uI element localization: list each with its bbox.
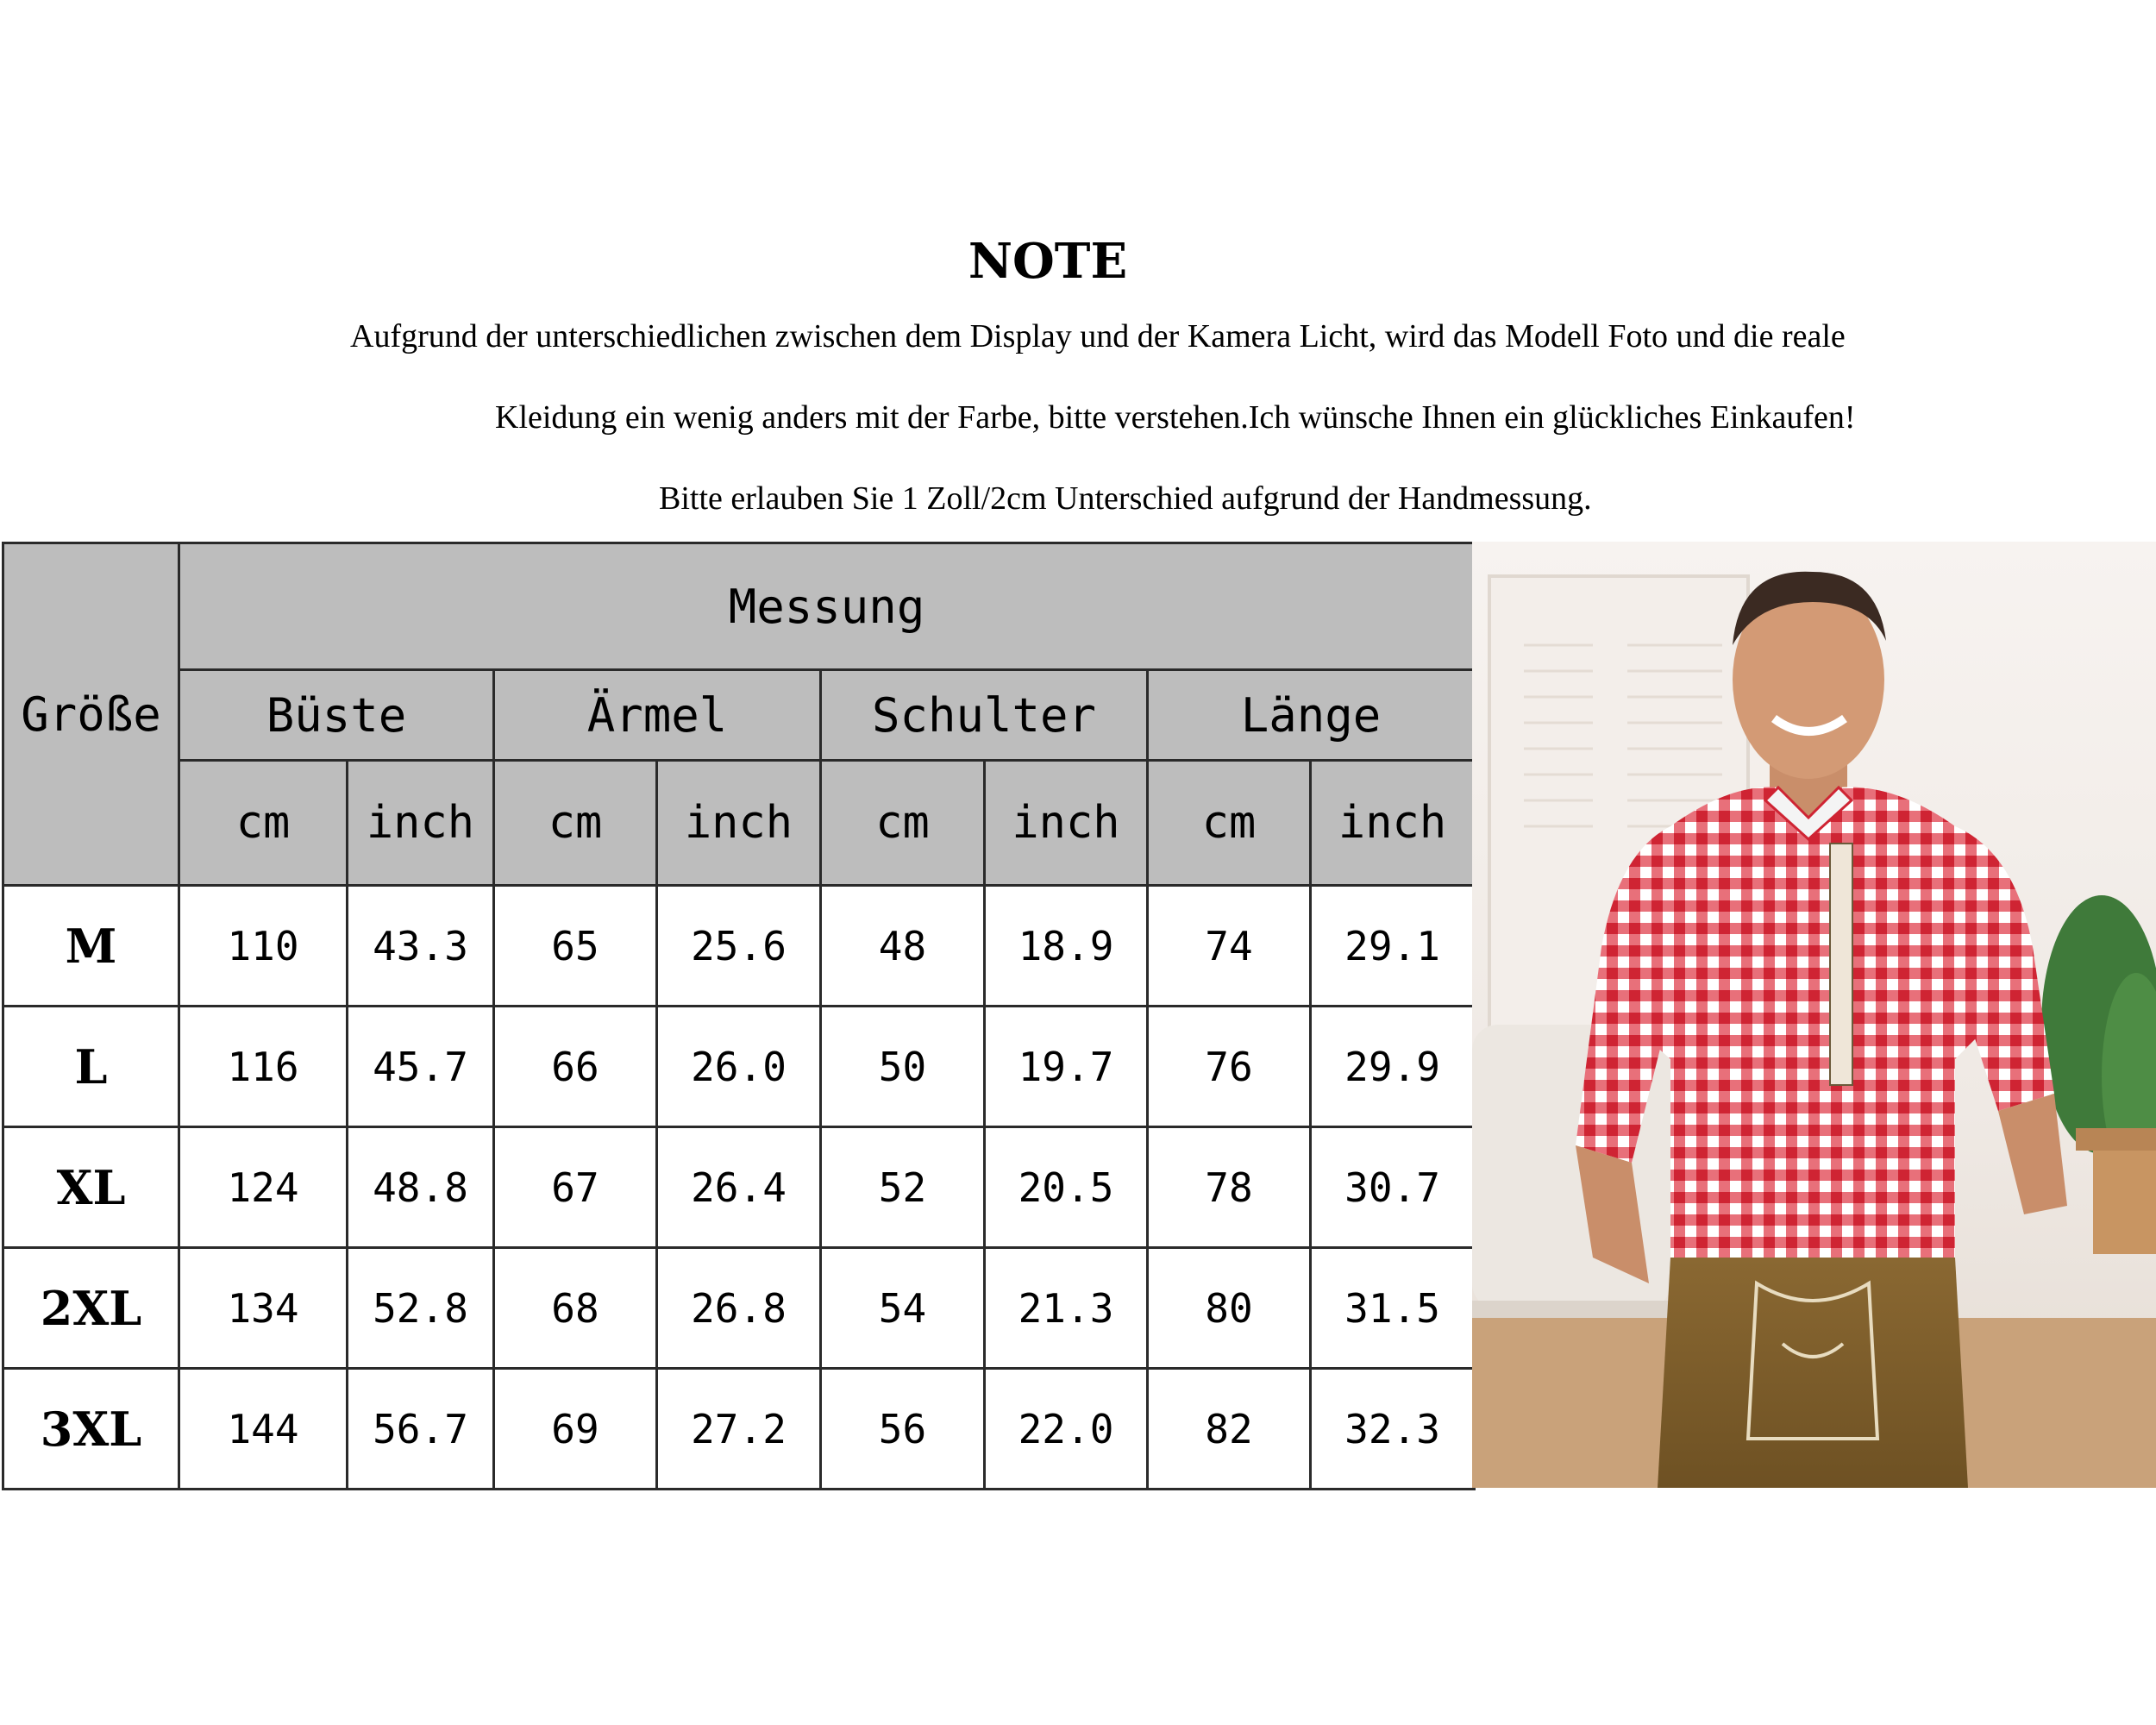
table-cell: 82 — [1148, 1369, 1311, 1490]
table-cell: 18.9 — [985, 886, 1148, 1007]
table-cell: 78 — [1148, 1127, 1311, 1248]
table-cell: 56 — [821, 1369, 985, 1490]
table-cell: 50 — [821, 1007, 985, 1127]
table-cell: 67 — [494, 1127, 657, 1248]
size-label: L — [3, 1007, 179, 1127]
table-cell: 27.2 — [657, 1369, 821, 1490]
size-label: XL — [3, 1127, 179, 1248]
table-cell: 80 — [1148, 1248, 1311, 1369]
table-cell: 29.1 — [1311, 886, 1475, 1007]
table-cell: 20.5 — [985, 1127, 1148, 1248]
table-cell: 26.4 — [657, 1127, 821, 1248]
table-cell: 66 — [494, 1007, 657, 1127]
note-line-1: Aufgrund der unterschiedlichen zwischen dem Display und der Kamera Licht, wird das Modell Foto und die reale — [350, 318, 1846, 354]
model-photo — [1472, 542, 2156, 1488]
table-cell: 19.7 — [985, 1007, 1148, 1127]
table-cell: 68 — [494, 1248, 657, 1369]
table-cell: 65 — [494, 886, 657, 1007]
table-cell: 22.0 — [985, 1369, 1148, 1490]
table-cell: 76 — [1148, 1007, 1311, 1127]
table-cell: 31.5 — [1311, 1248, 1475, 1369]
note-line-2: Kleidung ein wenig anders mit der Farbe, bitte verstehen.Ich wünsche Ihnen ein glückliches Einkaufen! — [495, 399, 1856, 436]
unit-header: inch — [1311, 761, 1475, 886]
table-row — [3, 1127, 1475, 1248]
note-line-3: Bitte erlauben Sie 1 Zoll/2cm Unterschied aufgrund der Handmessung. — [659, 480, 1592, 517]
table-cell: 32.3 — [1311, 1369, 1475, 1490]
table-cell: 124 — [179, 1127, 348, 1248]
table-cell: 134 — [179, 1248, 348, 1369]
model-photo-illustration — [1472, 542, 2156, 1488]
size-label: M — [3, 886, 179, 1007]
table-cell: 69 — [494, 1369, 657, 1490]
table-cell: 56.7 — [348, 1369, 494, 1490]
unit-header: cm — [179, 761, 348, 886]
table-row — [3, 886, 1475, 1007]
size-label: 3XL — [3, 1369, 179, 1490]
table-cell: 110 — [179, 886, 348, 1007]
unit-header: inch — [348, 761, 494, 886]
table-cell: 26.8 — [657, 1248, 821, 1369]
size-header: Größe — [3, 543, 179, 886]
group-header-length: Länge — [1148, 670, 1475, 761]
table-cell: 29.9 — [1311, 1007, 1475, 1127]
table-cell: 45.7 — [348, 1007, 494, 1127]
unit-header: inch — [657, 761, 821, 886]
group-header-shoulder: Schulter — [821, 670, 1148, 761]
table-cell: 43.3 — [348, 886, 494, 1007]
table-cell: 21.3 — [985, 1248, 1148, 1369]
table-cell: 26.0 — [657, 1007, 821, 1127]
unit-header: cm — [1148, 761, 1311, 886]
group-header-sleeve: Ärmel — [494, 670, 821, 761]
table-row — [3, 1007, 1475, 1127]
table-cell: 52.8 — [348, 1248, 494, 1369]
table-cell: 144 — [179, 1369, 348, 1490]
table-cell: 54 — [821, 1248, 985, 1369]
table-cell: 30.7 — [1311, 1127, 1475, 1248]
table-cell: 52 — [821, 1127, 985, 1248]
note-title: NOTE — [968, 233, 1128, 290]
size-label: 2XL — [3, 1248, 179, 1369]
group-header-bust: Büste — [179, 670, 494, 761]
table-row — [3, 1248, 1475, 1369]
unit-header: cm — [494, 761, 657, 886]
unit-header: cm — [821, 761, 985, 886]
table-cell: 48.8 — [348, 1127, 494, 1248]
measurement-header: Messung — [179, 543, 1475, 670]
size-table — [2, 542, 1476, 1490]
table-row — [3, 1369, 1475, 1490]
table-cell: 74 — [1148, 886, 1311, 1007]
table-cell: 25.6 — [657, 886, 821, 1007]
table-cell: 116 — [179, 1007, 348, 1127]
unit-header: inch — [985, 761, 1148, 886]
table-cell: 48 — [821, 886, 985, 1007]
